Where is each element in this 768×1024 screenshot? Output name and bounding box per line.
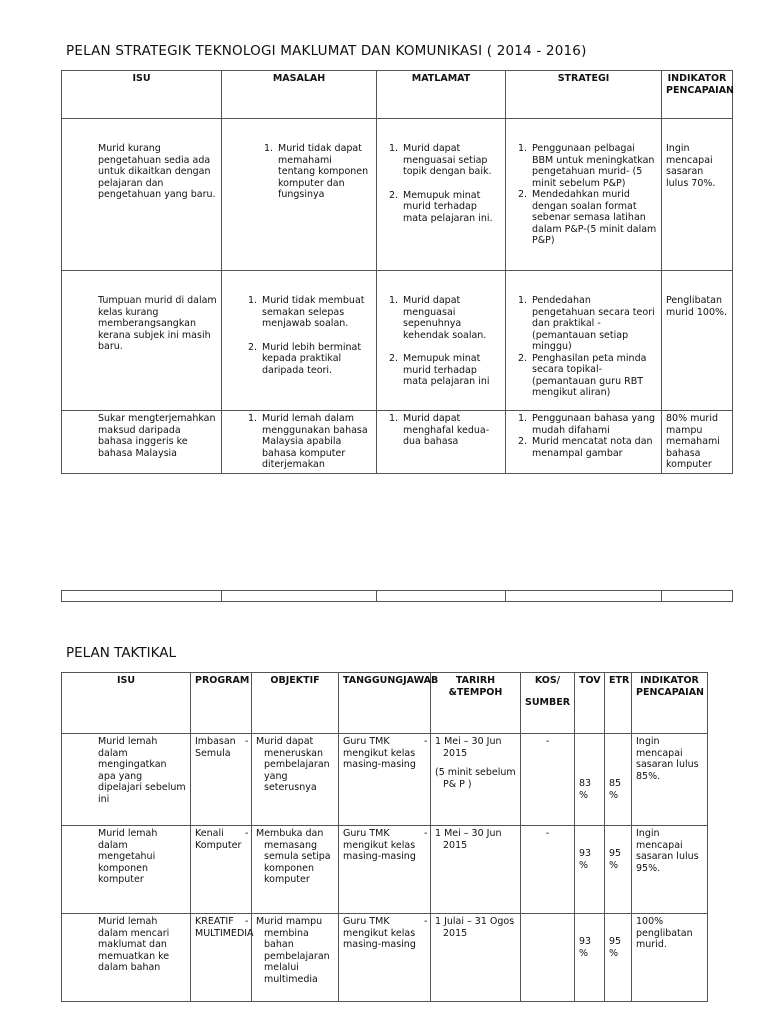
tanggungjawab-cell: Guru TMK mengikut kelas masing-masing (339, 914, 431, 1002)
header-objektif: OBJEKTIF (252, 673, 339, 734)
tactical-plan-table (61, 672, 708, 1002)
matlamat-cell (377, 271, 506, 411)
list-item: Murid lebih berminat kepada praktikal daripada teori. (262, 341, 362, 376)
list-item: Murid tidak membuat semakan selepas menjawab soalan. (262, 295, 365, 329)
objektif-cell (252, 734, 339, 826)
masalah-cell (222, 119, 377, 271)
header-isu: ISU (62, 71, 222, 119)
header-tarikh: TARIRH &TEMPOH (431, 673, 521, 734)
objektif-cell (252, 914, 339, 1002)
table-row (62, 914, 708, 1002)
program-cell: Kenali Komputer (191, 826, 252, 914)
empty-cell (62, 591, 222, 602)
list-item: Penggunaan pelbagai BBM untuk meningkatkan pengetahuan murid- (5 minit sebelum P&P) (532, 143, 655, 189)
indikator-cell: Penglibatan murid 100%. (662, 271, 733, 411)
strategi-cell (506, 119, 662, 271)
kos-cell (521, 914, 575, 1002)
isu-cell: Murid lemah dalam mengetahui komponen komputer (62, 826, 191, 914)
indikator-cell: Ingin mencapai sasaran lulus 95%. (632, 826, 708, 914)
header-matlamat: MATLAMAT (377, 71, 506, 119)
tarikh-text: - 1 Mei – 30 Jun 2015 (435, 828, 516, 851)
header-program: PROGRAM (191, 673, 252, 734)
empty-cell (222, 591, 377, 602)
matlamat-cell (377, 411, 506, 474)
indikator-cell: Ingin mencapai sasaran lulus 70%. (662, 119, 733, 271)
tarikh-cell (431, 914, 521, 1002)
table-header-row (62, 71, 733, 119)
objektif-text: - Murid mampu membina bahan pembelajaran melalui multimedia (256, 916, 334, 985)
list-item: Murid dapat menghafal kedua-dua bahasa (403, 413, 490, 447)
tarikh-cell (431, 826, 521, 914)
table-row (62, 271, 733, 411)
header-tanggungjawab: TANGGUNGJAWAB (339, 673, 431, 734)
objektif-cell (252, 826, 339, 914)
isu-cell: Murid lemah dalam mengingatkan apa yang dipelajari sebelum ini (62, 734, 191, 826)
isu-cell: Tumpuan murid di dalam kelas kurang memberangsangkan kerana subjek ini masih baru. (62, 271, 222, 411)
header-indikator: INDIKATOR PENCAPAIAN (632, 673, 708, 734)
etr-cell: 95 % (605, 826, 632, 914)
list-item: Pendedahan pengetahuan secara teori dan praktikal -(pemantauan setiap minggu) (532, 295, 655, 352)
document-title: PELAN STRATEGIK TEKNOLOGI MAKLUMAT DAN KOMUNIKASI ( 2014 - 2016) (66, 43, 587, 59)
list-item: Murid tidak dapat memahami tentang komponen komputer dan fungsinya (278, 143, 369, 200)
strategi-cell (506, 411, 662, 474)
tov-cell: 83 % (575, 734, 605, 826)
masalah-cell (222, 271, 377, 411)
tanggungjawab-cell: Guru TMK mengikut kelas masing-masing (339, 734, 431, 826)
program-cell: Imbasan Semula (191, 734, 252, 826)
etr-cell: 85 % (605, 734, 632, 826)
etr-cell: 95 % (605, 914, 632, 1002)
header-masalah: MASALAH (222, 71, 377, 119)
kos-cell: - (521, 734, 575, 826)
header-tov: TOV (575, 673, 605, 734)
indikator-cell: 100% penglibatan murid. (632, 914, 708, 1002)
list-item: Murid lemah dalam menggunakan bahasa Malaysia apabila bahasa komputer diterjemakan (262, 413, 368, 470)
matlamat-cell (377, 119, 506, 271)
tanggungjawab-cell: Guru TMK mengikut kelas masing-masing (339, 826, 431, 914)
tov-cell: 93 % (575, 826, 605, 914)
table-row (62, 826, 708, 914)
masalah-cell (222, 411, 377, 474)
header-kos (521, 673, 575, 734)
tarikh-cell (431, 734, 521, 826)
header-indikator: INDIKATOR PENCAPAIAN (662, 71, 733, 119)
empty-cell (662, 591, 733, 602)
header-sumber-label: SUMBER (525, 696, 571, 708)
strategic-plan-table (61, 70, 733, 474)
header-etr: ETR (605, 673, 632, 734)
strategi-cell (506, 271, 662, 411)
objektif-text: - Membuka dan memasang semula setipa komponen komputer (256, 828, 334, 886)
table-row (62, 734, 708, 826)
list-item: Memupuk minat murid terhadap mata pelajaran ini. (403, 189, 493, 224)
kos-cell: - (521, 826, 575, 914)
list-item: Murid dapat menguasai sepenuhnya kehendak soalan. (403, 295, 487, 341)
empty-cell (377, 591, 506, 602)
list-item: Mendedahkan murid dengan soalan format sebenar semasa latihan dalam P&P-(5 minit dalam P&P) (532, 189, 657, 246)
tov-cell: 93 % (575, 914, 605, 1002)
program-cell: KREATIF MULTIMEDIA (191, 914, 252, 1002)
table-row (62, 119, 733, 271)
isu-cell: Murid kurang pengetahuan sedia ada untuk dikaitkan dengan pelajaran dan pengetahuan yang baru. (62, 119, 222, 271)
empty-table-row (61, 590, 733, 602)
isu-cell: Sukar mengterjemahkan maksud daripada bahasa inggeris ke bahasa Malaysia (62, 411, 222, 474)
tarikh-note: (5 minit sebelum P& P ) (435, 767, 516, 790)
list-item: Penggunaan bahasa yang mudah difahami (532, 413, 656, 436)
list-item: Murid mencatat nota dan menampal gambar (532, 436, 653, 459)
list-item: Memupuk minat murid terhadap mata pelajaran ini (403, 353, 490, 387)
header-isu: ISU (62, 673, 191, 734)
indikator-cell: 80% murid mampu memahami bahasa komputer (662, 411, 733, 474)
list-item: Penghasilan peta minda secara topikal-(pemantauan guru RBT mengikut aliran) (532, 352, 647, 398)
tarikh-text: - 1 Mei – 30 Jun 2015 (435, 736, 516, 759)
isu-cell: Murid lemah dalam mencari maklumat dan memuatkan ke dalam bahan (62, 914, 191, 1002)
tarikh-text: - 1 Julai – 31 Ogos 2015 (435, 916, 516, 939)
objektif-text: - Murid dapat meneruskan pembelajaran yang seterusnya (256, 736, 334, 794)
header-strategi: STRATEGI (506, 71, 662, 119)
section-title: PELAN TAKTIKAL (66, 645, 176, 661)
table-row (62, 411, 733, 474)
table-header-row (62, 673, 708, 734)
empty-cell (506, 591, 662, 602)
header-kos-label: KOS/ (534, 675, 561, 686)
indikator-cell: Ingin mencapai sasaran lulus 85%. (632, 734, 708, 826)
list-item: Murid dapat menguasai setiap topik dengan baik. (403, 143, 492, 177)
